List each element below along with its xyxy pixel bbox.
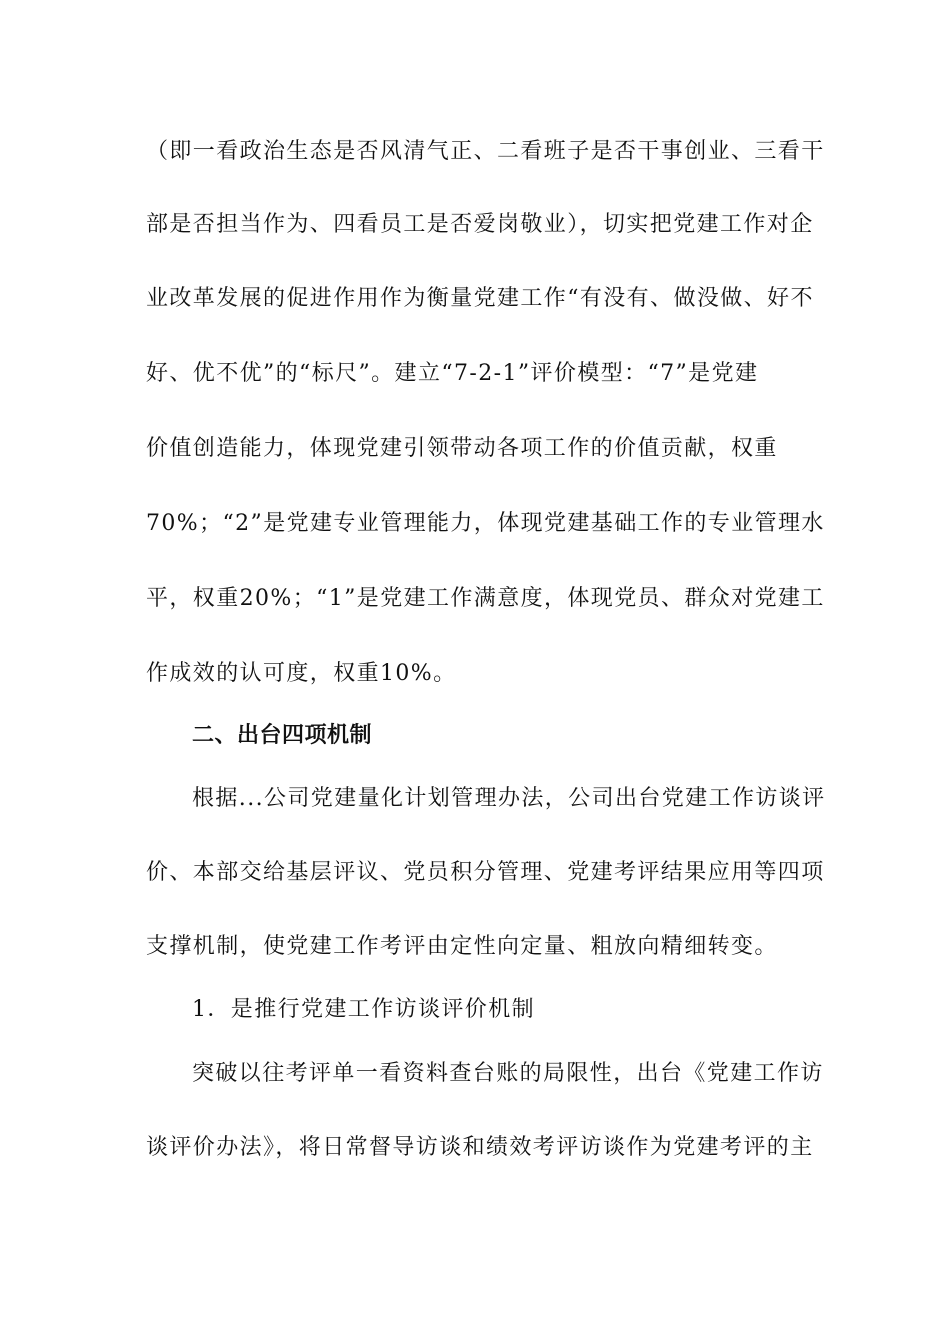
paragraph-line: 支撑机制，使党建工作考评由定性向定量、粗放向精细转变。: [146, 934, 778, 959]
paragraph-line: 价、本部交给基层评议、党员积分管理、党建考评结果应用等四项: [146, 860, 825, 885]
paragraph-line: 业改革发展的促进作用作为衡量党建工作“有没有、做没做、好不: [146, 286, 814, 311]
section-heading: 二、出台四项机制: [192, 723, 373, 748]
paragraph-line: 根据...公司党建量化计划管理办法，公司出台党建工作访谈评: [192, 786, 826, 811]
subsection-heading: 1．是推行党建工作访谈评价机制: [192, 997, 535, 1022]
paragraph-line: 好、优不优”的“标尺”。建立“7-2-1”评价模型：“7”是党建: [146, 361, 759, 386]
paragraph-line: 价值创造能力，体现党建引领带动各项工作的价值贡献，权重: [146, 436, 778, 461]
paragraph-line: 平，权重20%；“1”是党建工作满意度，体现党员、群众对党建工: [146, 586, 825, 611]
paragraph-line: 作成效的认可度，权重10%。: [146, 661, 457, 686]
paragraph-line: 谈评价办法》，将日常督导访谈和绩效考评访谈作为党建考评的主: [146, 1135, 814, 1160]
paragraph-line: 部是否担当作为、四看员工是否爱岗敬业），切实把党建工作对企: [146, 212, 814, 237]
paragraph-line: 突破以往考评单一看资料查台账的局限性，出台《党建工作访: [192, 1061, 824, 1086]
paragraph-line: 70%；“2”是党建专业管理能力，体现党建基础工作的专业管理水: [146, 511, 825, 536]
paragraph-line: （即一看政治生态是否风清气正、二看班子是否干事创业、三看干: [146, 139, 825, 164]
